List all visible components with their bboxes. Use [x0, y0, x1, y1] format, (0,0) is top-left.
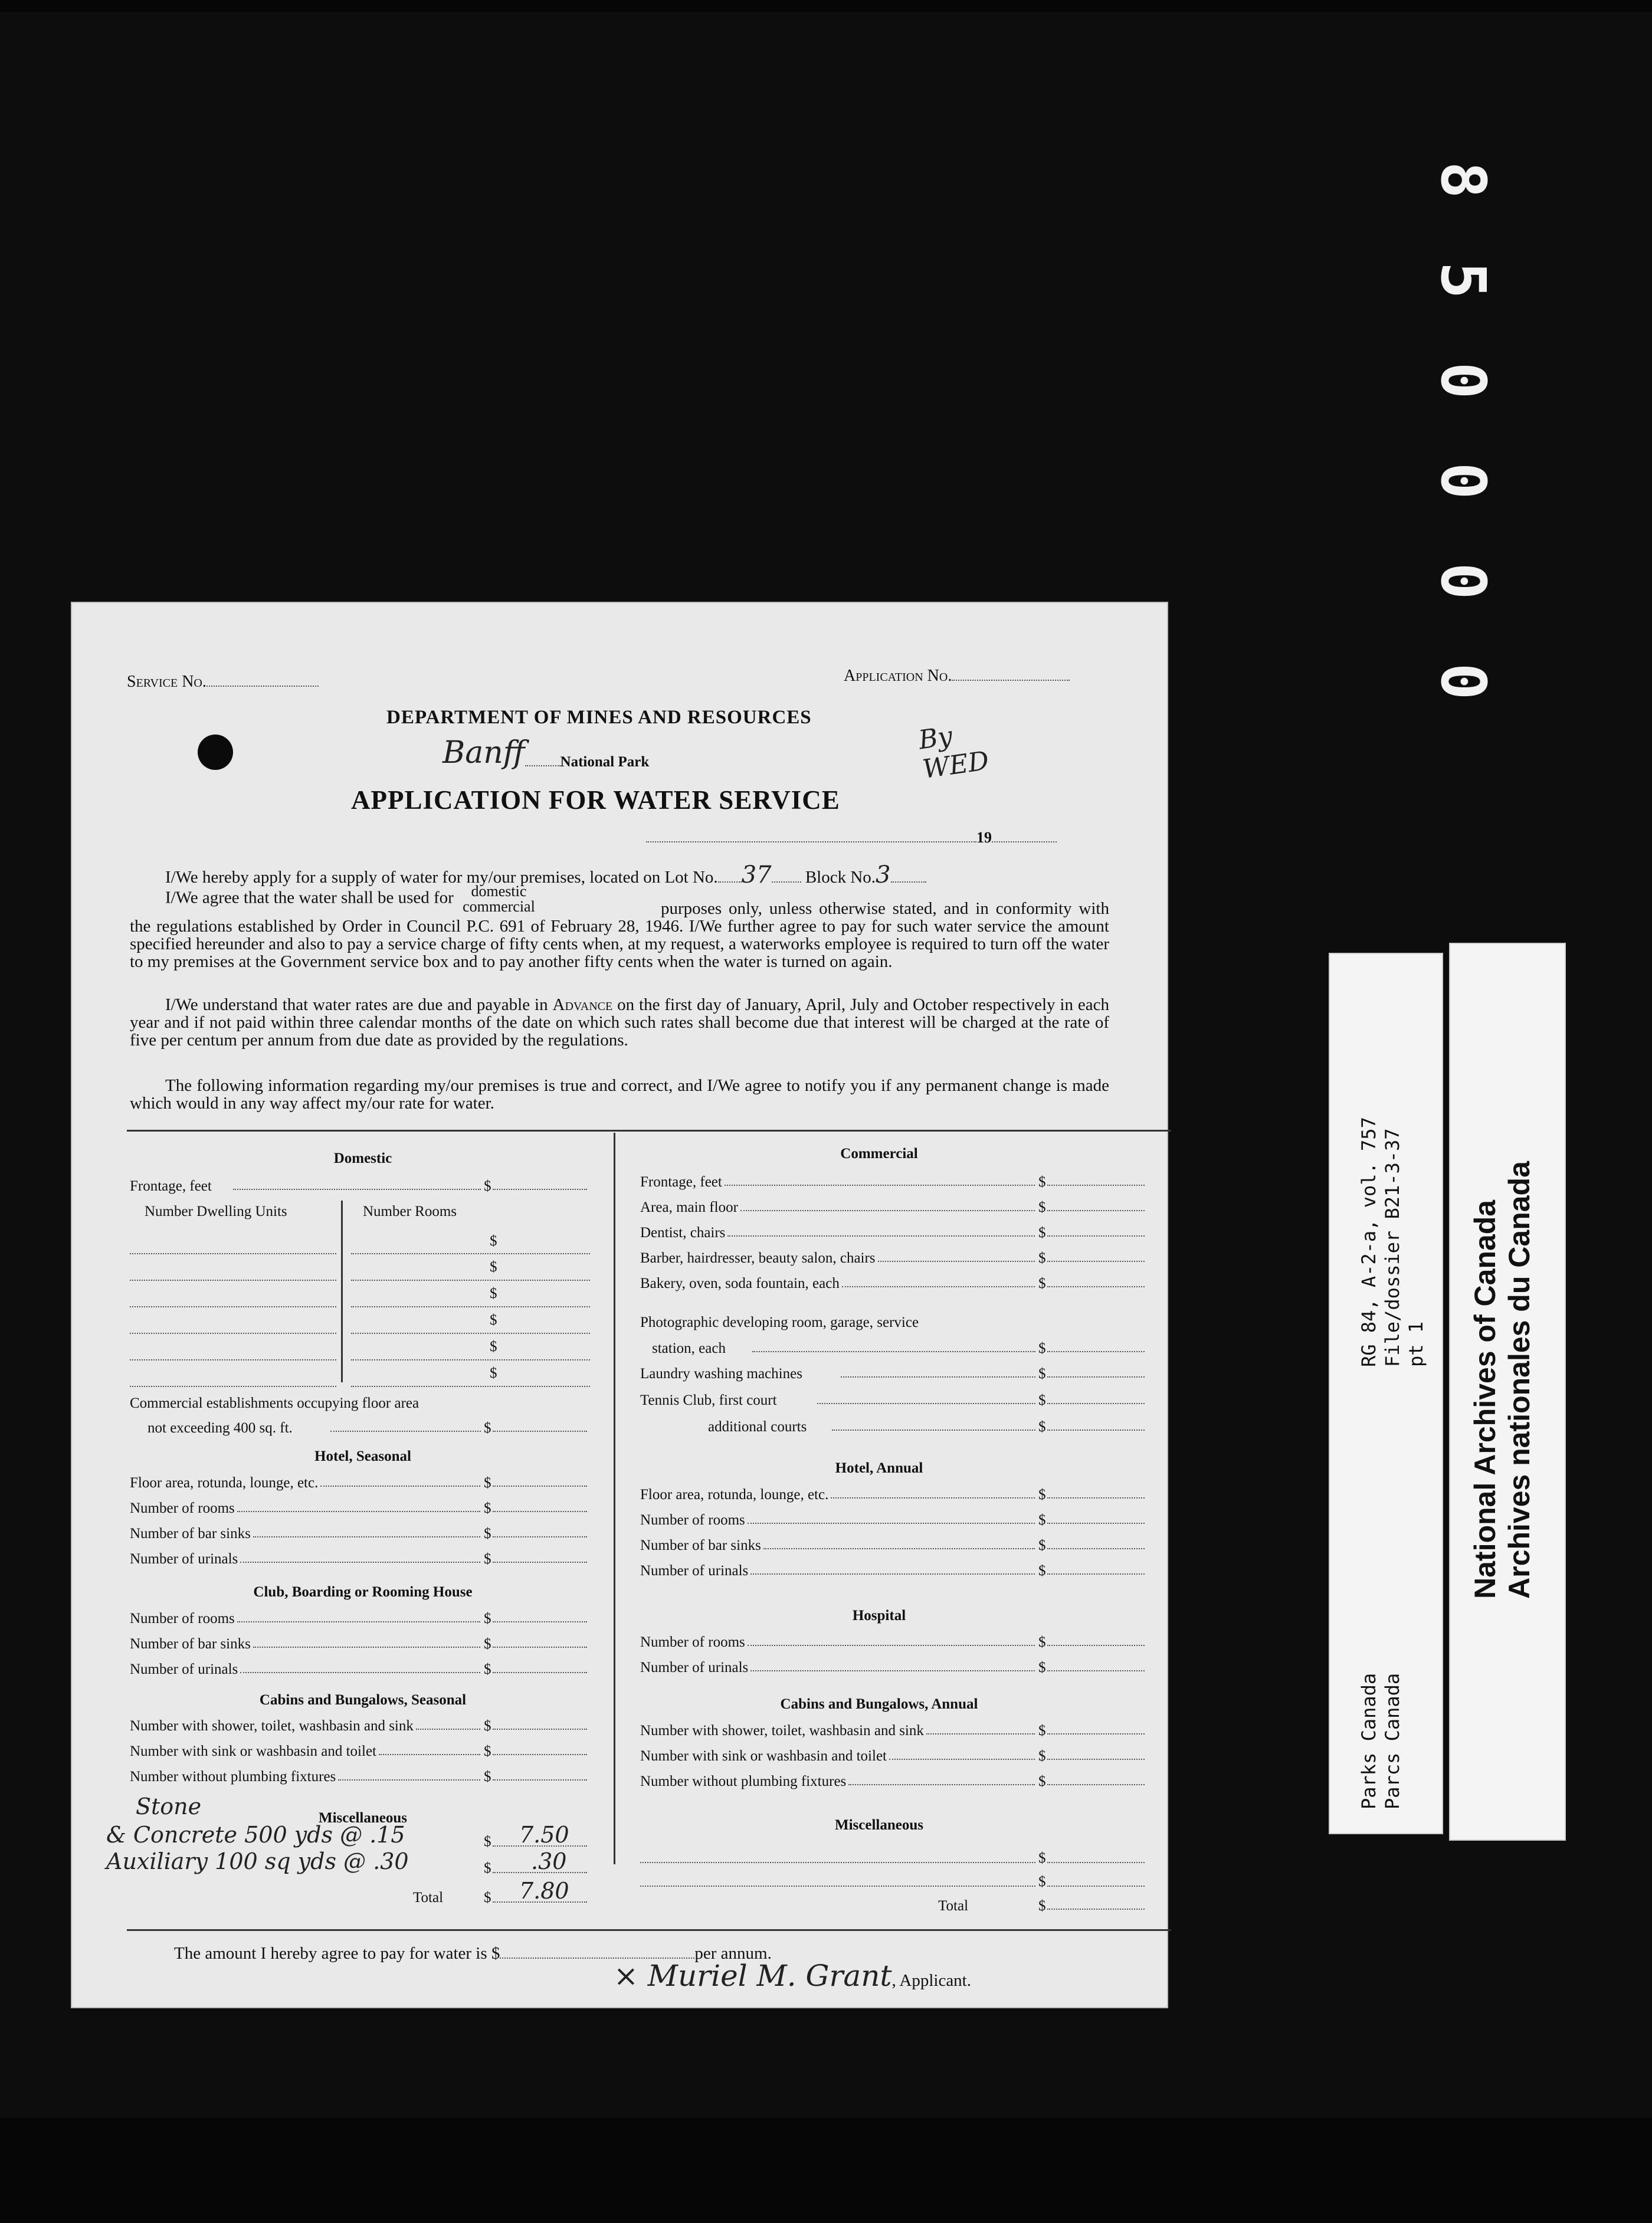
film-bottom-band	[0, 2118, 1652, 2223]
dollar-sign: $	[484, 1475, 491, 1491]
commercial-heading: Commercial	[840, 1146, 918, 1162]
applicant-label: , Applicant.	[891, 1971, 971, 1990]
archive-name-card	[1449, 943, 1566, 1841]
archive-name-block	[1468, 1161, 1536, 1599]
photographic-line1: Photographic developing room, garage, service	[640, 1314, 919, 1330]
reference-line: File/dossier B21-3-37	[1381, 1128, 1404, 1367]
dollar-sign: $	[484, 1636, 491, 1652]
hotel-seasonal-row	[130, 1499, 590, 1518]
hotel-annual-row	[640, 1562, 1171, 1581]
row-label: Number of urinals	[640, 1660, 749, 1676]
leader-dots	[748, 1645, 1035, 1646]
misc-stone-handwritten: Stone	[136, 1794, 202, 1819]
row-label: Frontage, feet	[640, 1174, 722, 1190]
leader-dots	[889, 1759, 1035, 1760]
misc-item-handwritten: Auxiliary 100 sq yds @ .30	[106, 1848, 409, 1874]
row-label: Laundry washing machines	[640, 1366, 802, 1382]
dollar-sign: $	[1038, 1773, 1046, 1789]
amount-blank[interactable]	[1047, 1573, 1145, 1575]
cabins-annual-row	[640, 1747, 1171, 1766]
amount-blank[interactable]	[493, 1672, 587, 1673]
dollar-sign: $	[1038, 1634, 1046, 1650]
signature-line	[614, 1959, 971, 1993]
ink-blot	[198, 735, 233, 770]
leader-dots	[416, 1729, 480, 1730]
dollar-sign: $	[484, 1526, 491, 1542]
department-heading: DEPARTMENT OF MINES AND RESOURCES	[386, 707, 812, 728]
dwelling-units-header: Number Dwelling Units	[145, 1204, 287, 1219]
leader-dots	[878, 1261, 1035, 1262]
leader-dots	[750, 1670, 1035, 1671]
amount-blank[interactable]	[493, 1562, 587, 1563]
leader-dots	[848, 1784, 1035, 1785]
total-label: Total	[413, 1890, 444, 1906]
commercial-establishments-line1: Commercial establishments occupying floor area	[130, 1395, 419, 1411]
para2-rest: purposes only, unless otherwise stated, and in conformity with the regulations established by Order in Council P.C. 691 of February 28, 1946. I/We further agree to pay for such water service the amount specified hereunder and also to pay a service charge of fifty cents when, at my request, a waterworks employee is required to turn off the water to my premises at the Government service box and to pay another fifty cents when the water is turned on again.	[130, 899, 1109, 971]
para3-rest: on the first day of January, April, July and October respectively in each year and if not paid within three calendar months of the date on which such rates shall become due that interest will be charged at the rate of five per centum per annum from due date as provided by the regulations.	[130, 995, 1110, 1050]
dollar-sign: $	[1038, 1276, 1046, 1291]
hotel-seasonal-heading: Hotel, Seasonal	[314, 1448, 411, 1464]
dollar-sign: $	[484, 1718, 491, 1734]
block-label: Block No.	[805, 868, 876, 887]
para3	[130, 996, 1109, 1049]
amount-blank[interactable]	[1047, 1185, 1145, 1186]
row-label: Number of rooms	[130, 1500, 235, 1516]
row-label: Number of urinals	[640, 1563, 749, 1579]
applicant-signature: × Muriel M. Grant	[614, 1959, 892, 1993]
misc-left-row-2: Auxiliary 100 sq yds @ .30 $ .30	[106, 1855, 590, 1880]
commercial-row	[640, 1198, 1171, 1217]
dollar-sign: $	[1038, 1748, 1046, 1764]
hotel-annual-row	[640, 1511, 1171, 1530]
amount-blank[interactable]	[1047, 1497, 1145, 1499]
leader-dots	[727, 1235, 1035, 1237]
leader-dots	[831, 1497, 1035, 1499]
leader-dots	[748, 1523, 1035, 1524]
hotel-annual-row	[640, 1536, 1171, 1555]
row-label: Number of bar sinks	[130, 1526, 251, 1542]
leader-dots	[338, 1779, 480, 1781]
leader-dots	[240, 1672, 480, 1673]
leader-dots	[926, 1733, 1035, 1735]
additional-courts-row: additional courts $	[640, 1418, 1171, 1437]
leader-dots	[253, 1536, 480, 1537]
para4: The following information regarding my/our premises is true and correct, and I/We agree to notify you if any permanent change is made which would in any way affect my/our rate for water.	[130, 1076, 1109, 1113]
archive-name-line: Archives nationales du Canada	[1503, 1161, 1536, 1599]
use-domestic: domestic	[471, 883, 527, 900]
row-label: Number of rooms	[640, 1512, 745, 1528]
leader-dots	[842, 1286, 1035, 1287]
frame-digit: 0	[1427, 362, 1499, 399]
reference-line: pt 1	[1405, 1321, 1427, 1367]
row-label: Number with sink or washbasin and toilet	[130, 1743, 376, 1759]
row-label: Number of rooms	[130, 1611, 235, 1627]
row-label: station, each	[652, 1340, 726, 1356]
row-label: Number with shower, toilet, washbasin and sink	[640, 1723, 924, 1739]
commercial-establishments-row: not exceeding 400 sq. ft. $	[130, 1419, 590, 1438]
park-label: National Park	[560, 754, 650, 770]
amount-blank[interactable]	[1047, 1210, 1145, 1211]
domestic-heading: Domestic	[333, 1150, 392, 1166]
para3-start: I/We understand that water rates are due and payable in	[165, 995, 548, 1014]
margin-note: By WED	[916, 721, 991, 785]
row-label: not exceeding 400 sq. ft.	[148, 1420, 293, 1436]
row-label: Dentist, chairs	[640, 1225, 726, 1241]
leader-dots	[725, 1185, 1035, 1186]
amount-blank[interactable]	[493, 1779, 587, 1781]
club-row	[130, 1609, 590, 1628]
row-label: Floor area, rotunda, lounge, etc.	[640, 1487, 829, 1503]
total-amount-handwritten: 7.80	[519, 1878, 569, 1904]
hotel-annual-row	[640, 1486, 1171, 1504]
rooms-header: Number Rooms	[363, 1204, 457, 1219]
misc-amount-handwritten: .30	[531, 1848, 567, 1874]
frame-digit: 0	[1427, 663, 1499, 700]
dollar-sign: $	[1038, 1537, 1046, 1553]
agency-line: Parks Canada	[1358, 1673, 1380, 1809]
cabins-seasonal-row	[130, 1768, 590, 1786]
date-year: 19	[976, 829, 992, 846]
hotel-seasonal-row	[130, 1524, 590, 1543]
row-label: Number of urinals	[130, 1661, 238, 1677]
dollar-sign: $	[1038, 1563, 1046, 1579]
row-label: Number of bar sinks	[640, 1537, 761, 1553]
amount-blank[interactable]	[493, 1511, 587, 1512]
dollar-sign: $	[484, 1743, 491, 1759]
dollar-sign: $	[484, 1611, 491, 1627]
row-label: Number without plumbing fixtures	[640, 1773, 847, 1789]
row-label: Number without plumbing fixtures	[130, 1769, 336, 1785]
leader-dots	[237, 1511, 480, 1512]
leader-dots	[320, 1486, 480, 1487]
cabins-annual-row	[640, 1722, 1171, 1740]
archive-name-line: National Archives of Canada	[1469, 1199, 1502, 1599]
frame-digit: 0	[1427, 562, 1499, 600]
block-number: 3	[876, 861, 891, 888]
reference-block	[1357, 1117, 1428, 1367]
amount-blank[interactable]	[1047, 1645, 1145, 1646]
frame-digit: 5	[1427, 261, 1499, 299]
cabins-annual-heading: Cabins and Bungalows, Annual	[780, 1696, 978, 1712]
amount-agree-text: The amount I hereby agree to pay for water is $	[174, 1944, 500, 1963]
amount-blank[interactable]	[493, 1729, 587, 1730]
domestic-frontage-row: Frontage, feet $	[130, 1177, 590, 1196]
para1-text: I/We hereby apply for a supply of water for my/our premises, located on Lot No.	[165, 868, 718, 887]
dollar-sign: $	[484, 1551, 491, 1567]
dollar-sign: $	[1038, 1225, 1046, 1241]
film-top-band	[0, 0, 1652, 12]
frame-digit: 8	[1427, 161, 1499, 199]
dollar-sign: $	[1038, 1487, 1046, 1503]
cabins-annual-row	[640, 1772, 1171, 1791]
park-name-handwritten: Banff	[442, 735, 525, 770]
amount-blank[interactable]	[1047, 1759, 1145, 1760]
leader-dots	[379, 1754, 480, 1755]
agency-block	[1357, 1673, 1404, 1809]
use-commercial: commercial	[463, 898, 535, 915]
amount-blank[interactable]	[1047, 1733, 1145, 1735]
hotel-seasonal-row	[130, 1474, 590, 1493]
amount-blank[interactable]	[1047, 1670, 1145, 1671]
club-heading: Club, Boarding or Rooming House	[253, 1584, 473, 1600]
club-row	[130, 1635, 590, 1654]
row-label: Number with sink or washbasin and toilet	[640, 1748, 887, 1764]
cabins-seasonal-heading: Cabins and Bungalows, Seasonal	[259, 1692, 467, 1708]
commercial-row	[640, 1249, 1171, 1268]
row-label: Number of urinals	[130, 1551, 238, 1567]
row-label: Tennis Club, first court	[640, 1392, 777, 1408]
tennis-row: Tennis Club, first court $	[640, 1391, 1171, 1410]
row-label: Number of bar sinks	[130, 1636, 251, 1652]
application-no-label: Application No.	[844, 667, 952, 685]
row-label: Floor area, rotunda, lounge, etc.	[130, 1475, 319, 1491]
section-divider	[127, 1130, 1171, 1132]
row-label: Area, main floor	[640, 1199, 738, 1215]
rooms-lines: $ $ $ $ $ $	[351, 1228, 590, 1391]
row-label: Barber, hairdresser, beauty salon, chairs	[640, 1250, 876, 1266]
leader-dots	[253, 1647, 480, 1648]
dwelling-divider	[341, 1201, 343, 1382]
amount-blank[interactable]	[493, 1486, 587, 1487]
column-divider	[614, 1133, 615, 1864]
cabins-seasonal-row	[130, 1742, 590, 1761]
service-no-field	[127, 673, 319, 691]
misc-left-heading: Miscellaneous	[319, 1810, 407, 1826]
club-row	[130, 1660, 590, 1679]
dollar-sign: $	[484, 1500, 491, 1516]
misc-item-handwritten: & Concrete 500 yds @ .15	[106, 1822, 405, 1848]
misc-left-total-row: Total $ 7.80	[130, 1885, 590, 1910]
dollar-sign: $	[484, 1661, 491, 1677]
hospital-row	[640, 1658, 1171, 1677]
misc-left-row-1: & Concrete 500 yds @ .15 $ 7.50	[106, 1829, 590, 1854]
dollar-sign: $	[1038, 1199, 1046, 1215]
row-label: Number of rooms	[640, 1634, 745, 1650]
per-annum: per annum.	[694, 1944, 772, 1963]
amount-blank[interactable]	[1047, 1548, 1145, 1549]
row-label: Number with shower, toilet, washbasin and sink	[130, 1718, 414, 1734]
bottom-divider	[127, 1929, 1171, 1931]
commercial-row	[640, 1173, 1171, 1192]
reference-line: RG 84, A-2-a, vol. 757	[1358, 1117, 1380, 1367]
row-label: additional courts	[708, 1419, 807, 1435]
row-label: Bakery, oven, soda fountain, each	[640, 1276, 840, 1291]
dollar-sign: $	[484, 1769, 491, 1785]
misc-amount-handwritten: 7.50	[519, 1822, 569, 1848]
laundry-row: Laundry washing machines $	[640, 1365, 1171, 1383]
row-label: Frontage, feet	[130, 1178, 212, 1194]
dollar-sign: $	[1038, 1250, 1046, 1266]
amount-blank[interactable]	[1047, 1261, 1145, 1262]
para3-advance: Advance	[552, 995, 613, 1014]
dwelling-units-lines	[130, 1228, 336, 1391]
frame-digit: 0	[1427, 462, 1499, 500]
misc-right-total-row: Total $	[640, 1897, 1171, 1916]
commercial-row	[640, 1274, 1171, 1293]
leader-dots	[763, 1548, 1035, 1549]
archive-reference-card	[1329, 953, 1443, 1834]
misc-right-lines: $ $	[640, 1845, 1171, 1916]
frame-number	[1428, 147, 1499, 726]
leader-dots	[750, 1573, 1035, 1575]
misc-right-heading: Miscellaneous	[835, 1817, 923, 1833]
lot-number: 37	[741, 861, 772, 888]
amount-blank[interactable]	[1047, 1523, 1145, 1524]
total-label: Total	[938, 1898, 969, 1914]
application-form	[71, 602, 1168, 2008]
amount-blank[interactable]	[1047, 1235, 1145, 1237]
application-no-field	[844, 667, 1070, 686]
amount-blank[interactable]	[493, 1754, 587, 1755]
form-title: APPLICATION FOR WATER SERVICE	[351, 785, 840, 815]
dollar-sign: $	[1038, 1174, 1046, 1190]
hospital-heading: Hospital	[852, 1608, 906, 1624]
agency-line: Parcs Canada	[1381, 1673, 1404, 1809]
amount-blank[interactable]	[493, 1647, 587, 1648]
dollar-sign: $	[1038, 1723, 1046, 1739]
amount-blank[interactable]	[1047, 1286, 1145, 1287]
commercial-row	[640, 1224, 1171, 1242]
hospital-row	[640, 1633, 1171, 1652]
date-line	[646, 829, 1057, 847]
hotel-seasonal-row	[130, 1550, 590, 1569]
service-no-label: Service No.	[127, 673, 206, 691]
cabins-seasonal-row	[130, 1717, 590, 1736]
dollar-sign: $	[1038, 1660, 1046, 1676]
hotel-annual-heading: Hotel, Annual	[835, 1460, 923, 1476]
leader-dots	[240, 1562, 480, 1563]
photographic-row: station, each $	[640, 1339, 1171, 1358]
amount-blank[interactable]	[493, 1621, 587, 1622]
park-line	[442, 735, 650, 774]
amount-blank[interactable]	[1047, 1784, 1145, 1785]
amount-blank[interactable]	[493, 1536, 587, 1537]
leader-dots	[740, 1210, 1035, 1211]
dollar-sign: $	[1038, 1512, 1046, 1528]
para2-start: I/We agree that the water shall be used for	[165, 888, 454, 907]
leader-dots	[237, 1621, 480, 1622]
